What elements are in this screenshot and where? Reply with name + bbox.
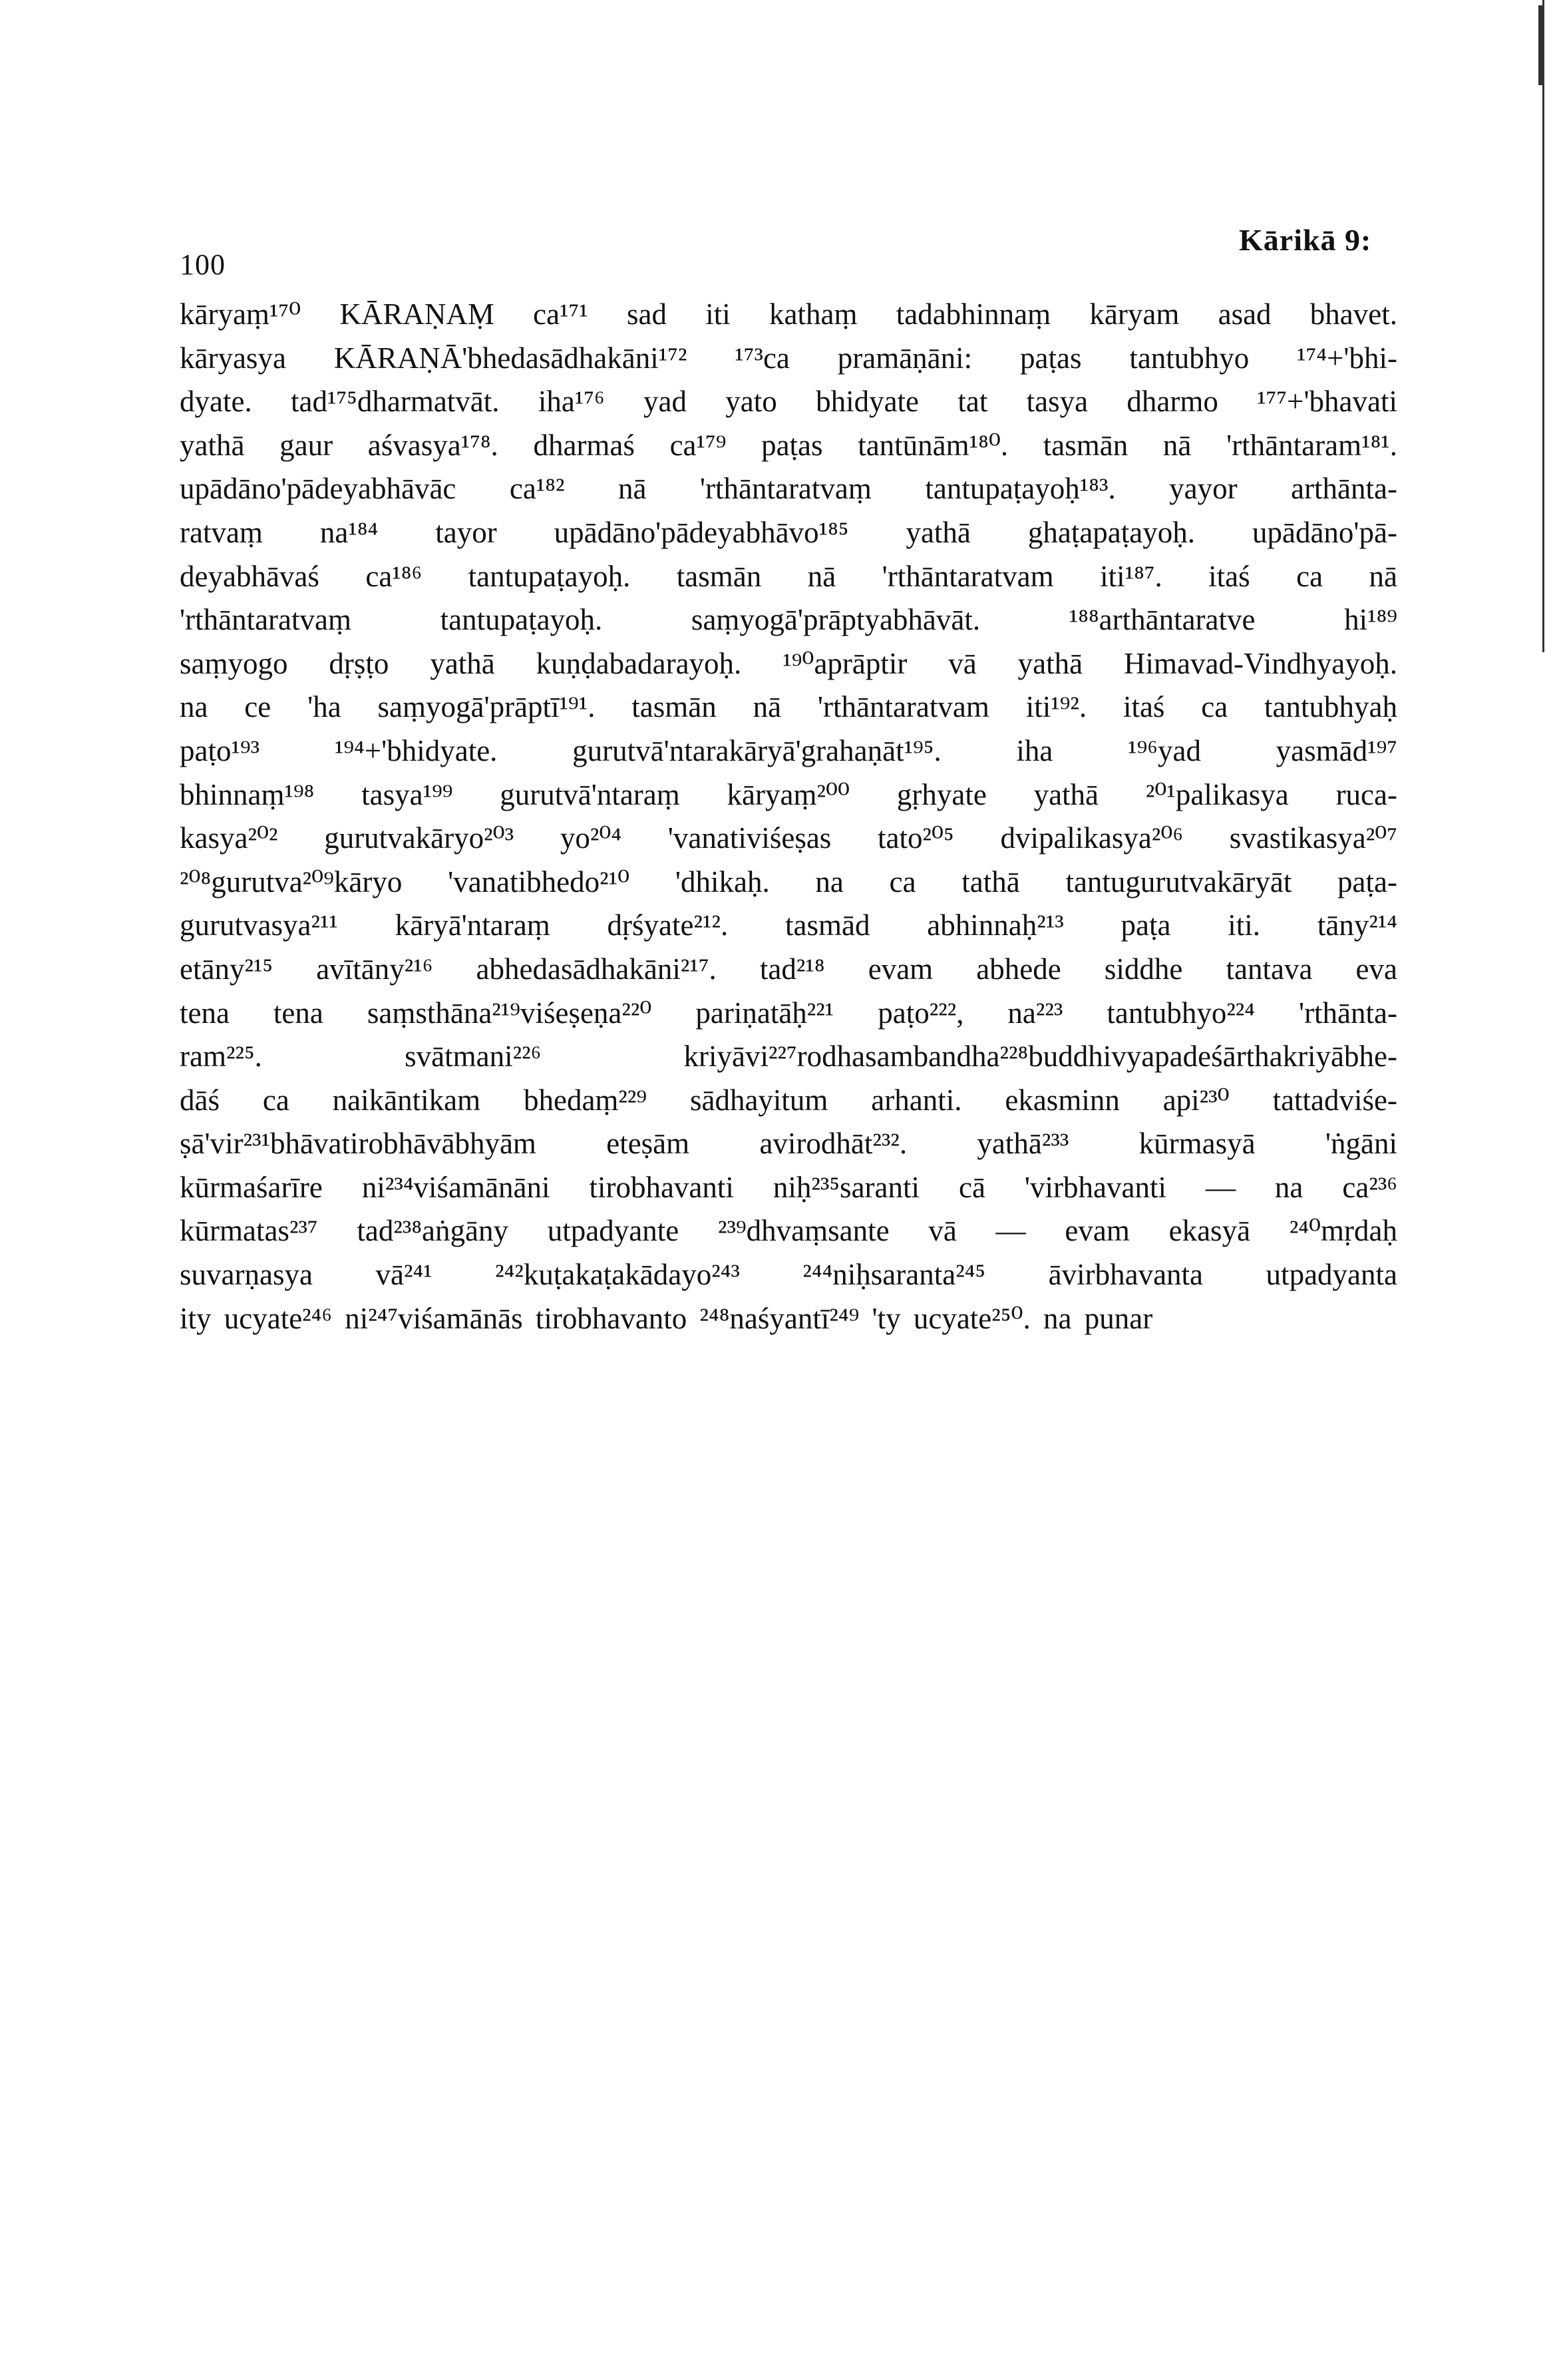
text-line: ratvaṃ na¹⁸⁴ tayor upādāno'pādeyabhāvo¹⁸⁵ yathā ghaṭapaṭayoḥ. upādāno'pā- — [180, 515, 1397, 549]
text-line: ṣā'vir²³¹bhāvatirobhāvābhyām eteṣām avirodhāt²³². yathā²³³ kūrmasyā 'ṅgāni — [180, 1127, 1397, 1161]
text-line: 'rthāntaratvaṃ tantupaṭayoḥ. saṃyogā'prāptyabhāvāt. ¹⁸⁸arthāntaratve hi¹⁸⁹ — [180, 603, 1397, 637]
margin-rule-tick — [1538, 5, 1542, 85]
text-line: tena tena saṃsthāna²¹⁹viśeṣeṇa²²⁰ pariṇatāḥ²²¹ paṭo²²², na²²³ tantubhyo²²⁴ 'rthānta- — [180, 996, 1397, 1030]
text-line: etāny²¹⁵ avītāny²¹⁶ abhedasādhakāni²¹⁷. tad²¹⁸ evam abhede siddhe tantava eva — [180, 952, 1397, 986]
text-line: kūrmatas²³⁷ tad²³⁸aṅgāny utpadyante ²³⁹dhvaṃsante vā — evam ekasyā ²⁴⁰mṛdaḥ — [180, 1214, 1397, 1248]
text-line: ity ucyate²⁴⁶ ni²⁴⁷viśamānās tirobhavanto ²⁴⁸naśyantī²⁴⁹ 'ty ucyate²⁵⁰. na punar — [180, 1301, 1153, 1335]
body-text — [180, 293, 1397, 1340]
text-line: upādāno'pādeyabhāvāc ca¹⁸² nā 'rthāntaratvaṃ tantupaṭayoḥ¹⁸³. yayor arthānta- — [180, 472, 1397, 506]
page-number: 100 — [180, 248, 226, 281]
text-line: dāś ca naikāntikam bhedaṃ²²⁹ sādhayitum arhanti. ekasminn api²³⁰ tattadviśe- — [180, 1083, 1397, 1117]
text-line: dyate. tad¹⁷⁵dharmatvāt. iha¹⁷⁶ yad yato bhidyate tat tasya dharmo ¹⁷⁷+'bhavati — [180, 385, 1397, 419]
text-line: yathā gaur aśvasya¹⁷⁸. dharmaś ca¹⁷⁹ paṭas tantūnām¹⁸⁰. tasmān nā 'rthāntaram¹⁸¹. — [180, 428, 1397, 462]
text-line: paṭo¹⁹³ ¹⁹⁴+'bhidyate. gurutvā'ntarakāryā'grahaṇāt¹⁹⁵. iha ¹⁹⁶yad yasmād¹⁹⁷ — [180, 733, 1397, 767]
text-line: ram²²⁵. svātmani²²⁶ kriyāvi²²⁷rodhasambandha²²⁸buddhivyapadeśārthakriyābhe- — [180, 1040, 1397, 1074]
text-line: deyabhāvaś ca¹⁸⁶ tantupaṭayoḥ. tasmān nā 'rthāntaratvam iti¹⁸⁷. itaś ca nā — [180, 559, 1397, 593]
text-line: gurutvasya²¹¹ kāryā'ntaraṃ dṛśyate²¹². tasmād abhinnaḥ²¹³ paṭa iti. tāny²¹⁴ — [180, 908, 1397, 942]
text-line: kāryaṃ¹⁷⁰ KĀRAṆAṂ ca¹⁷¹ sad iti kathaṃ tadabhinnaṃ kāryam asad bhavet. — [180, 298, 1397, 331]
text-line: ²⁰⁸gurutva²⁰⁹kāryo 'vanatibhedo²¹⁰ 'dhikaḥ. na ca tathā tantugurutvakāryāt paṭa- — [180, 865, 1397, 898]
margin-rule — [1542, 0, 1544, 652]
text-line: suvarṇasya vā²⁴¹ ²⁴²kuṭakaṭakādayo²⁴³ ²⁴⁴niḥsaranta²⁴⁵ āvirbhavanta utpadyanta — [180, 1258, 1397, 1292]
text-line: kūrmaśarīre ni²³⁴viśamānāni tirobhavanti niḥ²³⁵saranti cā 'virbhavanti — na ca²³⁶ — [180, 1170, 1397, 1204]
text-line: bhinnaṃ¹⁹⁸ tasya¹⁹⁹ gurutvā'ntaraṃ kāryaṃ²⁰⁰ gṛhyate yathā ²⁰¹palikasya ruca- — [180, 777, 1397, 811]
running-head: Kārikā 9: — [1239, 223, 1372, 257]
text-line: na ce 'ha saṃyogā'prāptī¹⁹¹. tasmān nā 'rthāntaratvam iti¹⁹². itaś ca tantubhyaḥ — [180, 690, 1397, 724]
text-line: kāryasya KĀRAṆĀ'bhedasādhakāni¹⁷² ¹⁷³ca pramāṇāni: paṭas tantubhyo ¹⁷⁴+'bhi- — [180, 341, 1397, 375]
text-line: kasya²⁰² gurutvakāryo²⁰³ yo²⁰⁴ 'vanativiśeṣas tato²⁰⁵ dvipalikasya²⁰⁶ svastikasya²⁰⁷ — [180, 821, 1397, 855]
text-line: saṃyogo dṛṣṭo yathā kuṇḍabadarayoḥ. ¹⁹⁰aprāptir vā yathā Himavad-Vindhyayoḥ. — [180, 646, 1397, 680]
